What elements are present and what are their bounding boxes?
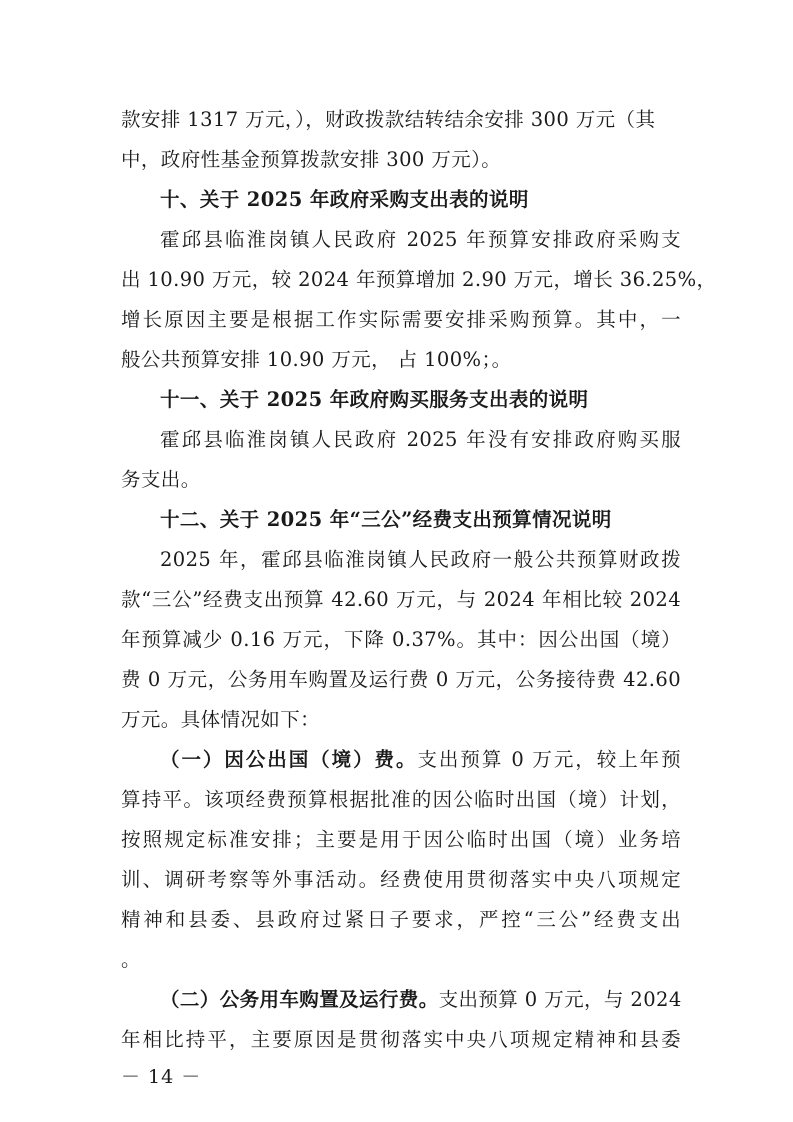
- text-line: 中，政府性基金预算拨款安排 300 万元）。: [121, 148, 502, 171]
- text-line: 。: [121, 948, 141, 971]
- text-line: 款安排 1317 万元，），财政拨款结转结余安排 300 万元（其: [121, 108, 656, 131]
- text-line: 按照规定标准安排；主要是用于因公临时出国（境）业务培: [121, 828, 681, 851]
- text-line: 2025 年，霍邱县临淮岗镇人民政府一般公共预算财政拨: [160, 548, 681, 571]
- text-line: 霍邱县临淮岗镇人民政府 2025 年没有安排政府购买服: [160, 428, 681, 451]
- section-heading-11: 十一、关于 2025 年政府购买服务支出表的说明: [160, 388, 589, 411]
- text-line: 增长原因主要是根据工作实际需要安排采购预算。其中，一: [121, 308, 681, 331]
- page-number: － 14 －: [121, 1066, 202, 1088]
- text-run: 支出预算 0 万元，与 2024: [438, 988, 682, 1011]
- text-line: 算持平。该项经费预算根据批准的因公临时出国（境）计划，: [121, 788, 681, 811]
- text-line: 出 10.90 万元，较 2024 年预算增加 2.90 万元，增长 36.25%，: [121, 268, 717, 291]
- section-heading-12: 十二、关于 2025 年“三公”经费支出预算情况说明: [160, 508, 612, 531]
- subsection-heading-2: （二）公务用车购置及运行费。: [160, 988, 439, 1011]
- text-line: 训、调研考察等外事活动。经费使用贯彻落实中央八项规定: [121, 868, 681, 891]
- subsection-paragraph-2-first-line: [160, 985, 681, 1015]
- text-line: 万元。具体情况如下：: [121, 708, 321, 731]
- text-line: 年相比持平，主要原因是贯彻落实中央八项规定精神和县委: [121, 1028, 681, 1051]
- section-heading-10: 十、关于 2025 年政府采购支出表的说明: [160, 188, 529, 211]
- text-line: 年预算减少 0.16 万元，下降 0.37%。其中：因公出国（境）: [121, 628, 681, 651]
- text-line: 精神和县委、县政府过紧日子要求，严控“三公”经费支出: [121, 908, 681, 931]
- text-line: 霍邱县临淮岗镇人民政府 2025 年预算安排政府采购支: [160, 228, 681, 251]
- text-line: 般公共预算安排 10.90 万元， 占 100%；。: [121, 348, 512, 371]
- text-run: 支出预算 0 万元，较上年预: [417, 748, 681, 771]
- text-line: 费 0 万元，公务用车购置及运行费 0 万元，公务接待费 42.60: [121, 668, 681, 691]
- subsection-paragraph-1-first-line: [160, 745, 681, 775]
- text-line: 务支出。: [121, 468, 201, 491]
- subsection-heading-1: （一）因公出国（境）费。: [160, 748, 418, 771]
- text-line: 款“三公”经费支出预算 42.60 万元，与 2024 年相比较 2024: [121, 588, 681, 611]
